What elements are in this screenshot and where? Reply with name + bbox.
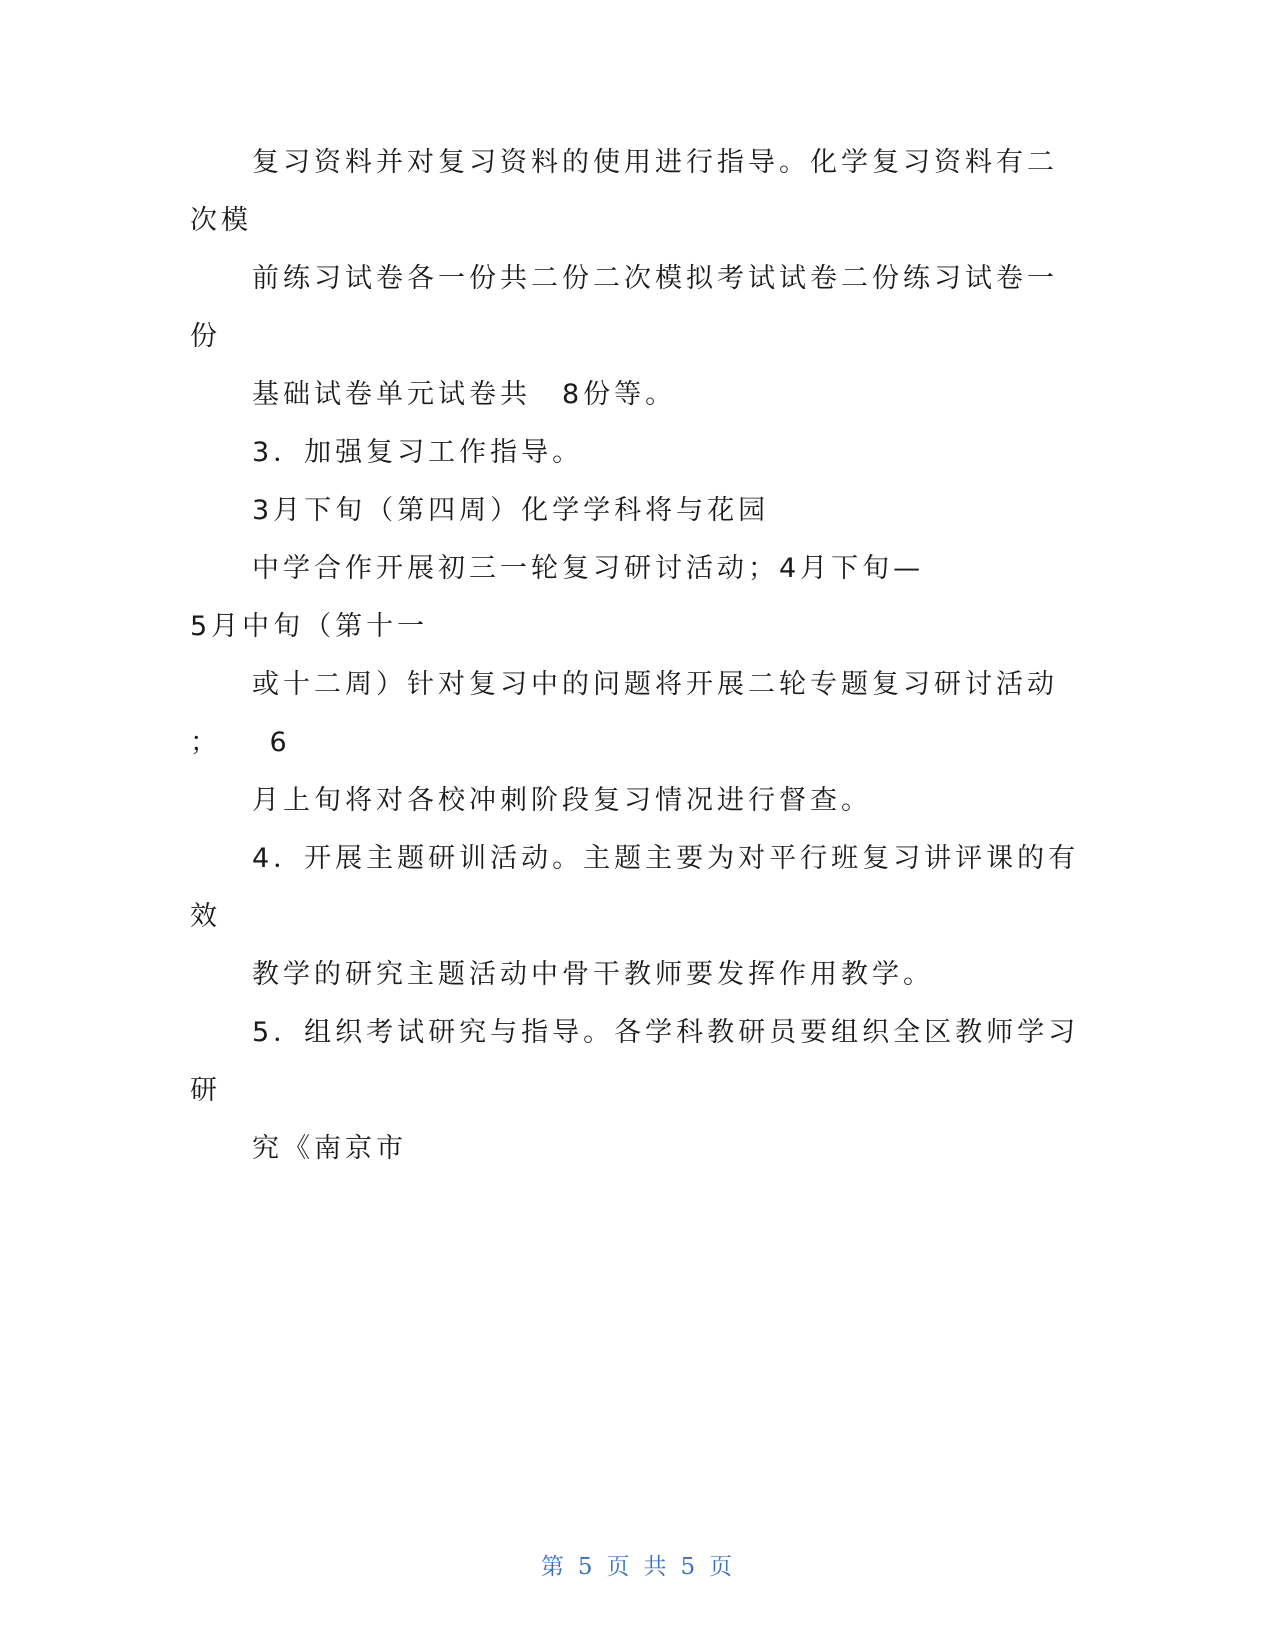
footer-prefix: 第 [540,1554,566,1580]
body-line: 前练习试卷各一份共二份二次模拟考试试卷二份练习试卷一 [252,263,1058,294]
body-line: 3．加强复习工作指导。 [252,437,584,468]
body-line: 4．开展主题研训活动。主题主要为对平行班复习讲评课的有 [252,843,1080,874]
body-line: 基础试卷单元试卷共 8份等。 [252,379,677,410]
page-footer [0,1548,1275,1581]
body-line: 研 [190,1075,221,1106]
body-line: 月上旬将对各校冲刺阶段复习情况进行督查。 [252,785,872,816]
body-line: 中学合作开展初三一轮复习研讨活动；4月下旬— [252,553,925,584]
footer-page-unit: 页 [606,1554,632,1580]
body-line: ； 6 [190,727,291,758]
body-line: 或十二周）针对复习中的问题将开展二轮专题复习研讨活动 [252,669,1058,700]
footer-total-unit: 页 [709,1554,735,1580]
footer-current-page: 5 [577,1554,595,1580]
body-line: 究《南京市 [252,1133,407,1164]
footer-total-label: 共 [643,1554,669,1580]
body-line: 次模 [190,205,252,236]
body-line: 5．组织考试研究与指导。各学科教研员要组织全区教师学习 [252,1017,1080,1048]
body-line: 复习资料并对复习资料的使用进行指导。化学复习资料有二 [252,147,1058,178]
body-line: 教学的研究主题活动中骨干教师要发挥作用教学。 [252,959,934,990]
body-line: 3月下旬（第四周）化学学科将与花园 [252,495,770,526]
body-line: 效 [190,901,221,932]
body-line: 份 [190,321,221,352]
body-line: 5月中旬（第十一 [190,611,429,642]
footer-total-pages: 5 [680,1554,698,1580]
